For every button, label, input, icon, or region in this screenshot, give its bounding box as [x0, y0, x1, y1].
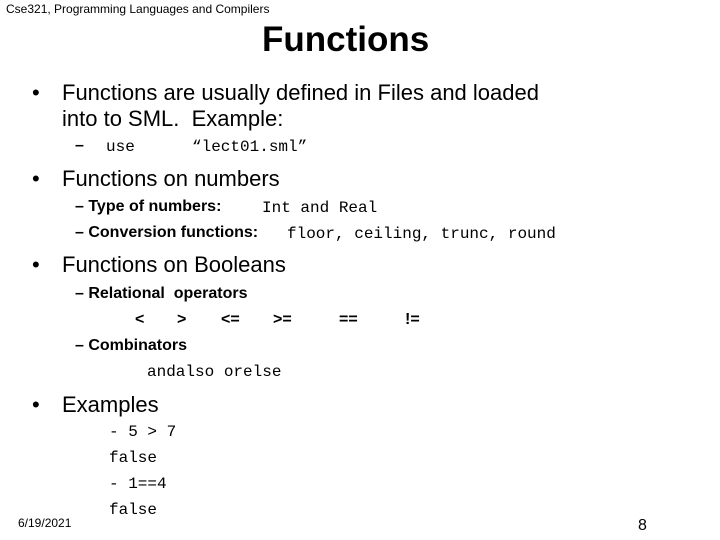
- bullet-4-text: Examples: [62, 392, 159, 417]
- example-line-4: false: [109, 501, 158, 519]
- bullet-marker: •: [32, 166, 40, 191]
- operator-le: <=: [221, 311, 240, 328]
- bullet-3-text: Functions on Booleans: [62, 252, 286, 277]
- example-line-2: false: [109, 449, 158, 467]
- operator-ne: !=: [405, 311, 420, 328]
- sub-dash: –: [75, 137, 84, 154]
- bullet-1-line-2: into to SML. Example:: [62, 106, 284, 131]
- slide-title: Functions: [262, 20, 430, 59]
- bullet-1-line-1: Functions are usually defined in Files and loaded: [62, 80, 539, 105]
- operator-ge: >=: [273, 311, 292, 328]
- bullet-marker: •: [32, 252, 40, 277]
- bullet-marker: •: [32, 80, 40, 105]
- example-line-3: - 1==4: [109, 475, 167, 493]
- bullet-3-sub-1-label: – Relational operators: [75, 285, 248, 302]
- bullet-2-text: Functions on numbers: [62, 166, 280, 191]
- bullet-2-sub-2-label: – Conversion functions:: [75, 224, 259, 241]
- footer-date: 6/19/2021: [18, 516, 72, 530]
- operator-gt: >: [177, 311, 187, 328]
- course-header: Cse321, Programming Languages and Compilers: [6, 2, 270, 16]
- code-use: use: [106, 138, 135, 156]
- bullet-3-sub-2-label: – Combinators: [75, 337, 188, 354]
- bullet-2-sub-1-code: Int and Real: [262, 199, 378, 217]
- bullet-2-sub-1-label: – Type of numbers:: [75, 198, 222, 215]
- code-filename: “lect01.sml”: [192, 138, 308, 156]
- operator-lt: <: [135, 311, 145, 328]
- example-line-1: - 5 > 7: [109, 423, 177, 441]
- combinators-code: andalso orelse: [147, 363, 282, 381]
- page-number: 8: [638, 517, 647, 534]
- operator-eq: ==: [339, 311, 358, 328]
- bullet-2-sub-2-code: floor, ceiling, trunc, round: [287, 225, 556, 243]
- bullet-marker: •: [32, 392, 40, 417]
